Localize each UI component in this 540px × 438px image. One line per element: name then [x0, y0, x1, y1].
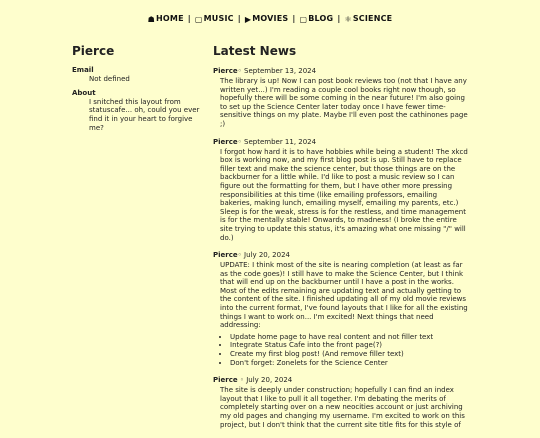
about-label: About: [72, 89, 96, 98]
post-date: September 11, 2024: [244, 137, 317, 146]
nav-separator: |: [337, 14, 341, 23]
separator-dot-icon: ◦: [237, 376, 247, 385]
atom-icon: ⚛: [344, 15, 352, 24]
post-body: I forgot how hard it is to have hobbies while being a student! The xkcd box is working now, and my first blog post is up. Still have to replace filler text and make the science center, but those things are on the backburner for a little while. I'd like to post a music review so I can figure out the formatting for them, but I have other more pressing responsibilities at this time (like emailing professors, emailing bakeries, making lunch, emailing myself, emailing my parents, etc.) Sleep is for the weak, stress is for the restless, and time management is for the mentally stable! Onwards, to madness! (I broke the entire site trying to update this status, it's amazing what one missing "/" will do.): [220, 147, 468, 242]
news-post: [213, 67, 469, 129]
top-nav-links: [148, 14, 393, 38]
separator-dot-icon: ◦: [237, 251, 244, 260]
email-label: Email: [72, 66, 94, 74]
news-post: [213, 376, 469, 429]
todo-list: [220, 333, 469, 367]
separator-dot-icon: ◦: [237, 67, 244, 75]
about-value: I snitched this layout from statuscafe... oh, could you ever find it in your heart to forgive me?: [89, 97, 200, 132]
post-body: The site is deeply under construction; hopefully I can find an index layout that I like to pull it all together. I'm debating the merits of completely starting over on a new neocities account or just archiving my old pages and changing my username. I'm excited to work on this project, but I don't think that the current site title fits for this style of: [220, 386, 465, 429]
news-feed: [213, 44, 469, 438]
profile-sidebar: [72, 44, 200, 138]
nav-link-blog[interactable]: [299, 14, 333, 23]
nav-link-science[interactable]: [344, 14, 392, 23]
list-item: • Create my first blog post! (And remove filler text): [230, 350, 469, 359]
profile-fields: [72, 66, 200, 132]
square-icon: ▢: [299, 15, 308, 24]
post-author[interactable]: Pierce: [213, 376, 238, 385]
post-body: The library is up! Now I can post book reviews too (not that I have any written yet...) I'm reading a couple cool books right now though, so hopefully there will be some coming in the near future! I'm also going to set up the Science Center later today once I have fewer time-sensitive things on my plate. Maybe I'll even post the cathinones page ;): [220, 77, 468, 128]
post-header: [213, 67, 469, 75]
top-nav: [0, 0, 540, 38]
post-date: July 20, 2024: [246, 376, 293, 385]
post-header: [213, 138, 469, 146]
post-date: July 20, 2024: [244, 251, 290, 260]
post-author[interactable]: Pierce: [213, 251, 238, 260]
nav-separator: |: [292, 14, 296, 23]
nav-separator: |: [187, 14, 191, 23]
nav-label: BLOG: [308, 14, 334, 23]
email-value: Not defined: [89, 74, 130, 83]
house-icon: ☗: [147, 15, 156, 24]
nav-link-home[interactable]: [148, 14, 184, 23]
nav-label: MUSIC: [203, 14, 234, 23]
nav-label: HOME: [156, 14, 184, 23]
film-icon: ▶: [244, 15, 252, 24]
post-header: [213, 251, 469, 259]
nav-link-music[interactable]: [195, 14, 234, 23]
post-text: UPDATE: I think most of the site is nearing completion (at least as far as the code goes)! I still have to make the Science Center, but I think that will end up on the backburner until I have a post in the works. Most of the edits remaining are updating text and actually getting to the content of the site. I finished updating all of my old movie reviews into the current format, I've found layouts that I like for all the existing things I want to work on... I'm excited! Next things that need addressing:: [220, 261, 468, 330]
nav-separator: |: [237, 14, 241, 23]
post-header: [213, 376, 469, 384]
list-item: • Integrate Status Cafe into the front page(?): [230, 341, 469, 350]
profile-name: Pierce: [72, 44, 115, 58]
nav-label: MOVIES: [252, 14, 289, 23]
post-body: [220, 261, 469, 367]
separator-dot-icon: ◦: [237, 137, 244, 146]
post-author[interactable]: Pierce: [213, 137, 238, 146]
square-icon: ▢: [194, 15, 203, 24]
list-item: • Update home page to have real content and not filler text: [230, 333, 469, 342]
nav-label: SCIENCE: [352, 14, 393, 23]
post-date: September 13, 2024: [244, 67, 317, 75]
news-title: Latest News: [213, 44, 297, 58]
nav-link-movies[interactable]: [245, 14, 289, 23]
news-post: [213, 251, 469, 367]
news-post: [213, 138, 469, 243]
post-author[interactable]: Pierce: [213, 67, 238, 75]
list-item: • Don't forget: Zonelets for the Science Center: [230, 359, 469, 368]
